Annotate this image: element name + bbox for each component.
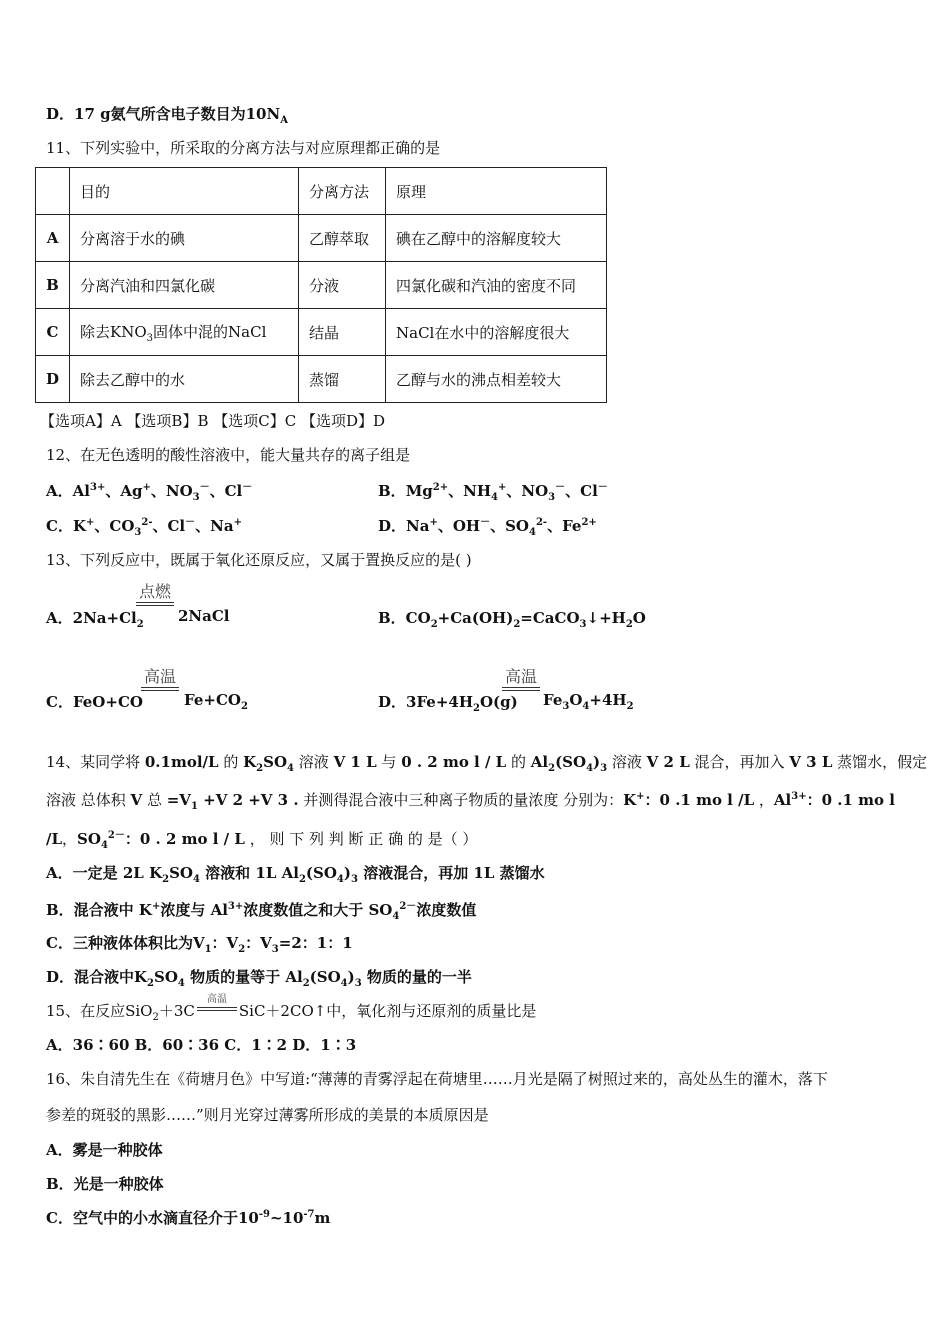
q14-option-d: D．混合液中$K_2SO_4$ 物质的量等于 $Al_2(SO_4)_3$ 物质的量的一半	[46, 968, 472, 989]
q15-options: A．36∶60 B．60∶36 C．1∶2 D．1∶3	[46, 1036, 357, 1054]
q16-stem-line1: 16、朱自清先生在《荷塘月色》中写道:“薄薄的青雾浮起在荷塘里……月光是隔了树照过来的，高处丛生的灌木，落下	[46, 1070, 828, 1088]
header-principle: 原理	[386, 168, 607, 215]
q13-option-c-product: $Fe+CO_2$	[184, 691, 248, 712]
q11-stem: 11、下列实验中，所采取的分离方法与对应原理都正确的是	[46, 139, 441, 157]
q12-stem: 12、在无色透明的酸性溶液中，能大量共存的离子组是	[46, 446, 411, 464]
reaction-condition: 点燃	[136, 584, 174, 606]
q14-option-a: A．一定是 2L $K_2SO_4$ 溶液和 1L $Al_2(SO_4)_3$ 溶液混合，再加 1L 蒸馏水	[46, 864, 545, 885]
q14-stem-line3: /L，$SO_4^{2-}$：0 . 2 mo l / L ， 则 下 列 判 断 正 确 的 是（ ）	[46, 830, 478, 851]
q13-option-a: A．$2Na+Cl_2$	[46, 609, 144, 630]
header-method: 分离方法	[299, 168, 386, 215]
q12-option-c: C．K+、$CO_3^{2-}$、Cl－、Na+	[46, 517, 242, 538]
reaction-condition: 高温	[502, 669, 540, 691]
q16-option-c: C．空气中的小水滴直径介于$10^{-9}\sim 10^{-7}m$	[46, 1209, 331, 1227]
q13-option-c: C．FeO+CO	[46, 693, 143, 711]
q16-stem-line2: 参差的斑驳的黑影……”则月光穿过薄雾所形成的美景的本质原因是	[46, 1106, 489, 1124]
table-row: D 除去乙醇中的水 蒸馏 乙醇与水的沸点相差较大	[36, 356, 607, 403]
q12-option-a: A．$Al^{3+}$、Ag+、$NO_3^-$、Cl－	[46, 482, 253, 503]
q13-stem: 13、下列反应中，既属于氧化还原反应，又属于置换反应的是( )	[46, 551, 472, 569]
q14-option-c: C．三种液体体积比为$V_1$：$V_2$：$V_3=2$：1：1	[46, 934, 353, 955]
reaction-condition: 高温	[141, 669, 179, 691]
q10-option-d: D．17 g氨气所含电子数目为$10N_A$	[46, 105, 288, 126]
q16-option-a: A．雾是一种胶体	[46, 1141, 163, 1159]
q12-option-d: D．Na+、OH－、$SO_4^{2-}$、$Fe^{2+}$	[378, 517, 597, 538]
header-purpose: 目的	[70, 168, 299, 215]
table-header-row	[36, 168, 607, 215]
q16-option-b: B．光是一种胶体	[46, 1175, 164, 1193]
table-row: C 除去$KNO_3$固体中混的NaCl 结晶 NaCl在水中的溶解度很大	[36, 309, 607, 356]
q14-stem-line2: 溶液 总体积 V 总 $=V_1 +V$ 2 +V 3 . 并测得混合液中三种离子物质的量浓度 分别为：K+：0 .1 mo l /L ，$Al^{3+}$：0 .1 mo l	[46, 791, 895, 812]
q13-option-d-product: $Fe_3O_4+4H_2$	[543, 691, 634, 712]
reaction-condition: 高温	[197, 995, 237, 1011]
table-row: A 分离溶于水的碘 乙醇萃取 碘在乙醇中的溶解度较大	[36, 215, 607, 262]
q13-option-d: D．$3Fe+4H_2O(g)$	[378, 693, 518, 714]
q11-answers: 【选项A】A 【选项B】B 【选项C】C 【选项D】D	[40, 412, 386, 430]
q14-option-b: B．混合液中 K+浓度与 $Al^{3+}$浓度数值之和大于 $SO_4^{2-}$浓度数值	[46, 901, 477, 922]
q12-option-b: B．$Mg^{2+}$、$NH_4^+$、$NO_3^-$、Cl－	[378, 482, 608, 503]
q14-stem-line1: 14、某同学将 0.1mol/L 的 $K_2SO_4$ 溶液 V 1 L 与 0 . 2 mo l / L 的 $Al_2(SO_4)_3$ 溶液 V 2 L 混合，再加入 V 3 L 蒸馏水，假定	[46, 753, 928, 774]
q11-table	[35, 167, 607, 403]
table-row: B 分离汽油和四氯化碳 分液 四氯化碳和汽油的密度不同	[36, 262, 607, 309]
q13-option-b: B．$CO_2+Ca(OH)_2=CaCO_3↓+H_2O$	[378, 609, 646, 630]
q15-stem: 15、在反应SiO$_2$＋3C SiC＋2CO↑中，氧化剂与还原剂的质量比是	[46, 1002, 537, 1023]
q13-option-a-product: 2NaCl	[178, 607, 230, 625]
